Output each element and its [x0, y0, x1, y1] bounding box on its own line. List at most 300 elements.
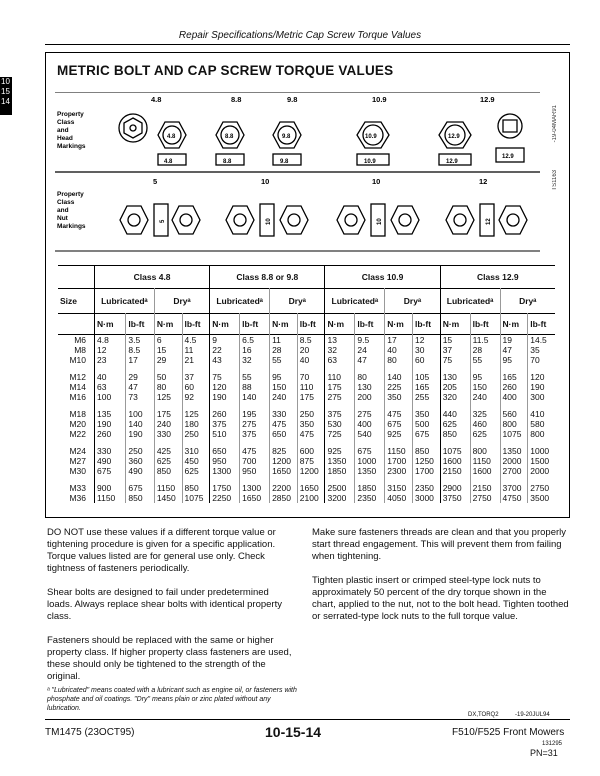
torque-cell: 29: [154, 355, 182, 365]
torque-cell: 360: [126, 456, 154, 466]
torque-cell: 1850: [355, 476, 385, 493]
torque-cell: 3200: [325, 493, 355, 503]
section-tab-line: 15: [1, 87, 10, 96]
torque-cell: 1250: [413, 456, 441, 466]
torque-cell: 120: [210, 382, 240, 392]
torque-cell: 1650: [297, 476, 325, 493]
torque-cell: 1500: [528, 456, 555, 466]
torque-cell: 260: [500, 382, 528, 392]
torque-cell: 1200: [270, 456, 298, 466]
torque-cell: 40: [297, 355, 325, 365]
torque-cell: 13: [325, 335, 355, 346]
torque-cell: 3000: [413, 493, 441, 503]
table-row: [58, 382, 555, 392]
torque-cell: 19: [500, 335, 528, 346]
torque-cell: 2350: [413, 476, 441, 493]
torque-cell: 2700: [500, 466, 528, 476]
dry-header: Dryᵃ: [270, 289, 325, 314]
doc-date: -19-20JUL94: [515, 712, 550, 718]
torque-cell: 675: [413, 429, 441, 439]
torque-cell: 21: [182, 355, 210, 365]
nut-class-label: 12: [479, 177, 488, 186]
blank-header: [58, 266, 95, 289]
condition-header-row: [58, 289, 555, 314]
section-tab-line: 14: [1, 97, 10, 106]
section-title: METRIC BOLT AND CAP SCREW TORQUE VALUES: [57, 63, 394, 78]
torque-cell: 4050: [385, 493, 413, 503]
unit-header: N·m: [210, 314, 240, 335]
torque-cell: 3750: [440, 493, 470, 503]
torque-cell: 330: [270, 402, 298, 419]
svg-text:10.9: 10.9: [365, 134, 377, 140]
torque-cell: 205: [440, 382, 470, 392]
torque-cell: 600: [297, 439, 325, 456]
torque-cell: 2100: [297, 493, 325, 503]
torque-cell: 1150: [95, 493, 126, 503]
torque-cell: 37: [182, 365, 210, 382]
torque-cell: 625: [470, 429, 500, 439]
torque-cell: 4.5: [182, 335, 210, 346]
footer-model: F510/F525 Front Mowers: [452, 727, 565, 738]
note-left-2: Shear bolts are designed to fail under predetermined loads. Always replace shear bolts with identical property class.: [47, 587, 282, 622]
torque-cell: 240: [470, 392, 500, 402]
figure-date: [552, 105, 558, 142]
torque-cell: 850: [126, 493, 154, 503]
note-left-3: Fasteners should be replaced with the same or higher property class. If higher property class fasteners are used, these should only be tightened to the strength of the original.: [47, 635, 292, 682]
header-rule: [45, 44, 570, 45]
torque-cell: 17: [385, 335, 413, 346]
class-header: Class 10.9: [325, 266, 440, 289]
unit-header: N·m: [385, 314, 413, 335]
torque-cell: 375: [240, 429, 270, 439]
torque-cell: 825: [270, 439, 298, 456]
torque-cell: 165: [413, 382, 441, 392]
torque-cell: 140: [126, 419, 154, 429]
torque-cell: 850: [440, 429, 470, 439]
torque-cell: 125: [182, 402, 210, 419]
torque-table-body: [58, 335, 555, 504]
table-row: [58, 392, 555, 402]
torque-cell: 190: [528, 382, 555, 392]
nut-class-label: 5: [153, 177, 158, 186]
torque-cell: 24: [355, 345, 385, 355]
torque-cell: 2000: [528, 466, 555, 476]
svg-text:5: 5: [160, 219, 166, 223]
figure-date-code: -19-04MAR91: [552, 105, 558, 143]
figure-id: TS1163: [552, 170, 558, 191]
torque-cell: 190: [95, 419, 126, 429]
torque-cell: 95: [270, 365, 298, 382]
torque-cell: 1300: [210, 466, 240, 476]
svg-text:8.8: 8.8: [223, 159, 232, 165]
torque-cell: 1600: [470, 466, 500, 476]
torque-cell: 800: [528, 429, 555, 439]
torque-cell: 1075: [500, 429, 528, 439]
unit-header: lb-ft: [297, 314, 325, 335]
torque-cell: 73: [126, 392, 154, 402]
torque-cell: 2000: [500, 456, 528, 466]
head-marking-label: Property Class and Head Markings: [57, 111, 86, 150]
torque-cell: 9: [210, 335, 240, 346]
bolt-head-icon: [119, 114, 186, 165]
torque-cell: 225: [385, 382, 413, 392]
head-class-label: 8.8: [231, 95, 242, 104]
torque-cell: 475: [385, 402, 413, 419]
torque-cell: 29: [126, 365, 154, 382]
svg-text:10: 10: [266, 218, 272, 225]
torque-cell: 400: [500, 392, 528, 402]
head-class-label: 12.9: [480, 95, 495, 104]
blank-header: [58, 314, 95, 335]
class-header-row: [58, 266, 555, 289]
torque-cell: 125: [154, 392, 182, 402]
svg-text:4.8: 4.8: [164, 159, 173, 165]
torque-cell: 120: [528, 365, 555, 382]
footer-pn: PN=31: [530, 748, 558, 758]
torque-cell: 135: [95, 402, 126, 419]
torque-cell: 2750: [470, 493, 500, 503]
table-row: [58, 419, 555, 429]
note-right-1: Make sure fasteners threads are clean and that you properly start thread engagement. This will prevent them from failing when tightening.: [312, 527, 567, 562]
torque-cell: 675: [126, 476, 154, 493]
torque-cell: 55: [470, 355, 500, 365]
size-cell: M22: [69, 429, 86, 439]
torque-cell: 875: [297, 456, 325, 466]
table-row: [58, 402, 555, 419]
torque-cell: 1300: [240, 476, 270, 493]
figure-code: [552, 170, 558, 191]
torque-cell: 925: [385, 429, 413, 439]
torque-cell: 650: [210, 439, 240, 456]
torque-cell: 1700: [385, 456, 413, 466]
size-header: Size: [60, 296, 78, 306]
torque-cell: 32: [240, 355, 270, 365]
torque-cell: 500: [413, 419, 441, 429]
torque-cell: 325: [470, 402, 500, 419]
torque-cell: 475: [297, 429, 325, 439]
torque-cell: 275: [325, 392, 355, 402]
size-cell: M20: [69, 419, 86, 429]
svg-text:12.9: 12.9: [448, 134, 460, 140]
unit-header: lb-ft: [182, 314, 210, 335]
torque-cell: 1150: [385, 439, 413, 456]
torque-cell: 1075: [182, 493, 210, 503]
torque-cell: 11: [270, 335, 298, 346]
torque-cell: 1350: [355, 466, 385, 476]
section-tab-line: 10: [1, 77, 10, 86]
unit-header: N·m: [500, 314, 528, 335]
torque-cell: 460: [470, 419, 500, 429]
doc-code: DX,TORQ2: [468, 712, 499, 718]
table-row: [58, 476, 555, 493]
table-row: [58, 365, 555, 382]
torque-cell: 850: [182, 476, 210, 493]
torque-cell: 130: [355, 382, 385, 392]
torque-cell: 800: [470, 439, 500, 456]
torque-cell: 1750: [210, 476, 240, 493]
torque-cell: 140: [240, 392, 270, 402]
torque-cell: 100: [95, 392, 126, 402]
torque-cell: 850: [413, 439, 441, 456]
lubricated-header: Lubricatedᵃ: [325, 289, 385, 314]
torque-cell: 50: [154, 365, 182, 382]
dry-header: Dryᵃ: [385, 289, 440, 314]
torque-cell: 190: [210, 392, 240, 402]
torque-cell: 88: [240, 382, 270, 392]
svg-text:9.8: 9.8: [282, 134, 291, 140]
torque-cell: 275: [240, 419, 270, 429]
torque-cell: 2500: [325, 476, 355, 493]
svg-text:8.8: 8.8: [225, 134, 234, 140]
torque-cell: 375: [210, 419, 240, 429]
footer-page-number: 10-15-14: [265, 724, 322, 740]
torque-cell: 37: [440, 345, 470, 355]
torque-cell: 95: [500, 355, 528, 365]
torque-cell: 165: [500, 365, 528, 382]
torque-cell: 12: [413, 335, 441, 346]
torque-cell: 110: [325, 365, 355, 382]
svg-text:12: 12: [486, 218, 492, 225]
torque-cell: 4750: [500, 493, 528, 503]
size-cell: M27: [69, 456, 86, 466]
torque-cell: 28: [270, 345, 298, 355]
bolt-marking-illustration: [55, 92, 555, 252]
section-tab: [0, 77, 12, 115]
size-cell: M30: [69, 466, 86, 476]
torque-cell: 330: [95, 439, 126, 456]
torque-cell: 150: [270, 382, 298, 392]
torque-cell: 950: [240, 466, 270, 476]
torque-cell: 625: [440, 419, 470, 429]
svg-text:12.9: 12.9: [502, 154, 514, 160]
torque-cell: 6: [154, 335, 182, 346]
torque-cell: 1600: [440, 456, 470, 466]
size-cell: M10: [69, 355, 86, 365]
torque-cell: 310: [182, 439, 210, 456]
table-row: [58, 456, 555, 466]
torque-cell: 490: [95, 456, 126, 466]
svg-text:10: 10: [377, 218, 383, 225]
footer-small-code: 131295: [542, 741, 563, 747]
torque-cell: 240: [154, 419, 182, 429]
table-row: [58, 345, 555, 355]
torque-cell: 200: [355, 392, 385, 402]
torque-cell: 55: [270, 355, 298, 365]
torque-cell: 1200: [297, 466, 325, 476]
torque-cell: 1450: [154, 493, 182, 503]
unit-header-row: [58, 314, 555, 335]
torque-cell: 350: [385, 392, 413, 402]
footnote: ᵃ "Lubricated" means coated with a lubricant such as engine oil, or fasteners with phosphate and oil coatings. "Dry" means plain or zinc plated without any lubrication.: [47, 687, 297, 712]
torque-cell: 675: [95, 466, 126, 476]
torque-cell: 440: [440, 402, 470, 419]
table-row: [58, 439, 555, 456]
torque-cell: 580: [528, 419, 555, 429]
torque-cell: 260: [210, 402, 240, 419]
running-header: Repair Specifications/Metric Cap Screw Torque Values: [178, 30, 422, 41]
torque-cell: 175: [154, 402, 182, 419]
torque-cell: 1000: [528, 439, 555, 456]
torque-cell: 540: [355, 429, 385, 439]
torque-cell: 675: [385, 419, 413, 429]
torque-cell: 320: [440, 392, 470, 402]
size-cell: M6: [74, 335, 86, 345]
lubricated-header: Lubricatedᵃ: [210, 289, 270, 314]
torque-cell: 510: [210, 429, 240, 439]
torque-cell: 6.5: [240, 335, 270, 346]
torque-cell: 16: [240, 345, 270, 355]
torque-cell: 63: [325, 355, 355, 365]
torque-cell: 20: [297, 345, 325, 355]
torque-cell: 450: [182, 456, 210, 466]
torque-cell: 410: [528, 402, 555, 419]
torque-cell: 725: [325, 429, 355, 439]
unit-header: N·m: [325, 314, 355, 335]
size-cell: M8: [74, 345, 86, 355]
torque-cell: 2350: [355, 493, 385, 503]
torque-cell: 60: [413, 355, 441, 365]
torque-cell: 625: [154, 456, 182, 466]
torque-cell: 1850: [325, 466, 355, 476]
torque-cell: 2250: [210, 493, 240, 503]
torque-cell: 130: [440, 365, 470, 382]
torque-cell: 8.5: [297, 335, 325, 346]
torque-cell: 80: [355, 365, 385, 382]
torque-cell: 330: [154, 429, 182, 439]
svg-text:9.8: 9.8: [280, 159, 289, 165]
torque-cell: 925: [325, 439, 355, 456]
torque-cell: 80: [154, 382, 182, 392]
torque-cell: 1150: [470, 456, 500, 466]
torque-cell: 190: [126, 429, 154, 439]
torque-cell: 1000: [355, 456, 385, 466]
table-row: [58, 493, 555, 503]
torque-cell: 175: [325, 382, 355, 392]
nut-icon: [120, 204, 527, 236]
torque-cell: 22: [210, 345, 240, 355]
unit-header: lb-ft: [413, 314, 441, 335]
nut-class-label: 10: [261, 177, 270, 186]
torque-cell: 11.5: [470, 335, 500, 346]
unit-header: lb-ft: [528, 314, 555, 335]
torque-cell: 55: [240, 365, 270, 382]
torque-cell: 675: [355, 439, 385, 456]
torque-cell: 40: [95, 365, 126, 382]
torque-cell: 80: [385, 355, 413, 365]
torque-cell: 2300: [385, 466, 413, 476]
torque-cell: 350: [297, 419, 325, 429]
torque-cell: 63: [95, 382, 126, 392]
nut-marking-label: Property Class and Nut Markings: [57, 191, 86, 230]
torque-cell: 105: [413, 365, 441, 382]
torque-cell: 2900: [440, 476, 470, 493]
torque-cell: 255: [413, 392, 441, 402]
footer-rule: [45, 719, 570, 720]
svg-text:4.8: 4.8: [167, 134, 176, 140]
torque-cell: 47: [355, 355, 385, 365]
torque-cell: 100: [126, 402, 154, 419]
torque-cell: 1150: [154, 476, 182, 493]
torque-table: [58, 265, 555, 503]
torque-cell: 2150: [470, 476, 500, 493]
torque-cell: 1350: [325, 456, 355, 466]
class-header: Class 4.8: [95, 266, 210, 289]
class-header: Class 12.9: [440, 266, 555, 289]
torque-cell: 180: [182, 419, 210, 429]
size-cell: M16: [69, 392, 86, 402]
nut-class-label: 10: [372, 177, 381, 186]
lubricated-header: Lubricatedᵃ: [440, 289, 500, 314]
torque-cell: 75: [210, 365, 240, 382]
unit-header: lb-ft: [126, 314, 154, 335]
table-row: [58, 335, 555, 346]
torque-cell: 850: [154, 466, 182, 476]
torque-cell: 275: [355, 402, 385, 419]
note-right-2: Tighten plastic insert or crimped steel-type lock nuts to approximately 50 percent of the dry torque shown in the chart, applied to the nut, not to the bolt head. Tighten toothed or serrated-type lock nuts to the full torque value.: [312, 575, 569, 622]
torque-cell: 350: [413, 402, 441, 419]
size-cell: M33: [69, 483, 86, 493]
size-cell: M36: [69, 493, 86, 503]
torque-cell: 530: [325, 419, 355, 429]
torque-cell: 375: [325, 402, 355, 419]
torque-cell: 2750: [528, 476, 555, 493]
torque-cell: 11: [182, 345, 210, 355]
torque-cell: 175: [297, 392, 325, 402]
class-header: Class 8.8 or 9.8: [210, 266, 325, 289]
torque-cell: 15: [154, 345, 182, 355]
torque-cell: 700: [240, 456, 270, 466]
unit-header: N·m: [440, 314, 470, 335]
torque-cell: 23: [95, 355, 126, 365]
unit-header: lb-ft: [240, 314, 270, 335]
unit-header: N·m: [154, 314, 182, 335]
torque-cell: 4.8: [95, 335, 126, 346]
torque-cell: 47: [500, 345, 528, 355]
torque-cell: 9.5: [355, 335, 385, 346]
torque-cell: 300: [528, 392, 555, 402]
torque-cell: 2150: [440, 466, 470, 476]
torque-cell: 95: [470, 365, 500, 382]
torque-cell: 3500: [528, 493, 555, 503]
table-row: [58, 355, 555, 365]
torque-cell: 60: [182, 382, 210, 392]
torque-cell: 425: [154, 439, 182, 456]
torque-cell: 150: [470, 382, 500, 392]
footer-manual-id: TM1475 (23OCT95): [45, 727, 135, 738]
torque-cell: 2200: [270, 476, 298, 493]
torque-cell: 40: [385, 345, 413, 355]
unit-header: N·m: [270, 314, 298, 335]
torque-cell: 560: [500, 402, 528, 419]
head-class-label: 4.8: [151, 95, 162, 104]
torque-cell: 250: [297, 402, 325, 419]
size-cell: M24: [69, 446, 86, 456]
torque-cell: 195: [240, 402, 270, 419]
torque-cell: 260: [95, 429, 126, 439]
torque-cell: 650: [270, 429, 298, 439]
head-class-label: 10.9: [372, 95, 387, 104]
unit-header: lb-ft: [470, 314, 500, 335]
note-left-1: DO NOT use these values if a different torque value or tightening procedure is given for a specific application. Torque values listed are for general use only. Check tightness of fasteners periodically.: [47, 527, 276, 574]
table-row: [58, 429, 555, 439]
torque-cell: 400: [355, 419, 385, 429]
torque-cell: 240: [270, 392, 298, 402]
torque-cell: 35: [528, 345, 555, 355]
size-cell: M14: [69, 382, 86, 392]
torque-cell: 75: [440, 355, 470, 365]
head-class-label: 9.8: [287, 95, 298, 104]
torque-cell: 1650: [240, 493, 270, 503]
